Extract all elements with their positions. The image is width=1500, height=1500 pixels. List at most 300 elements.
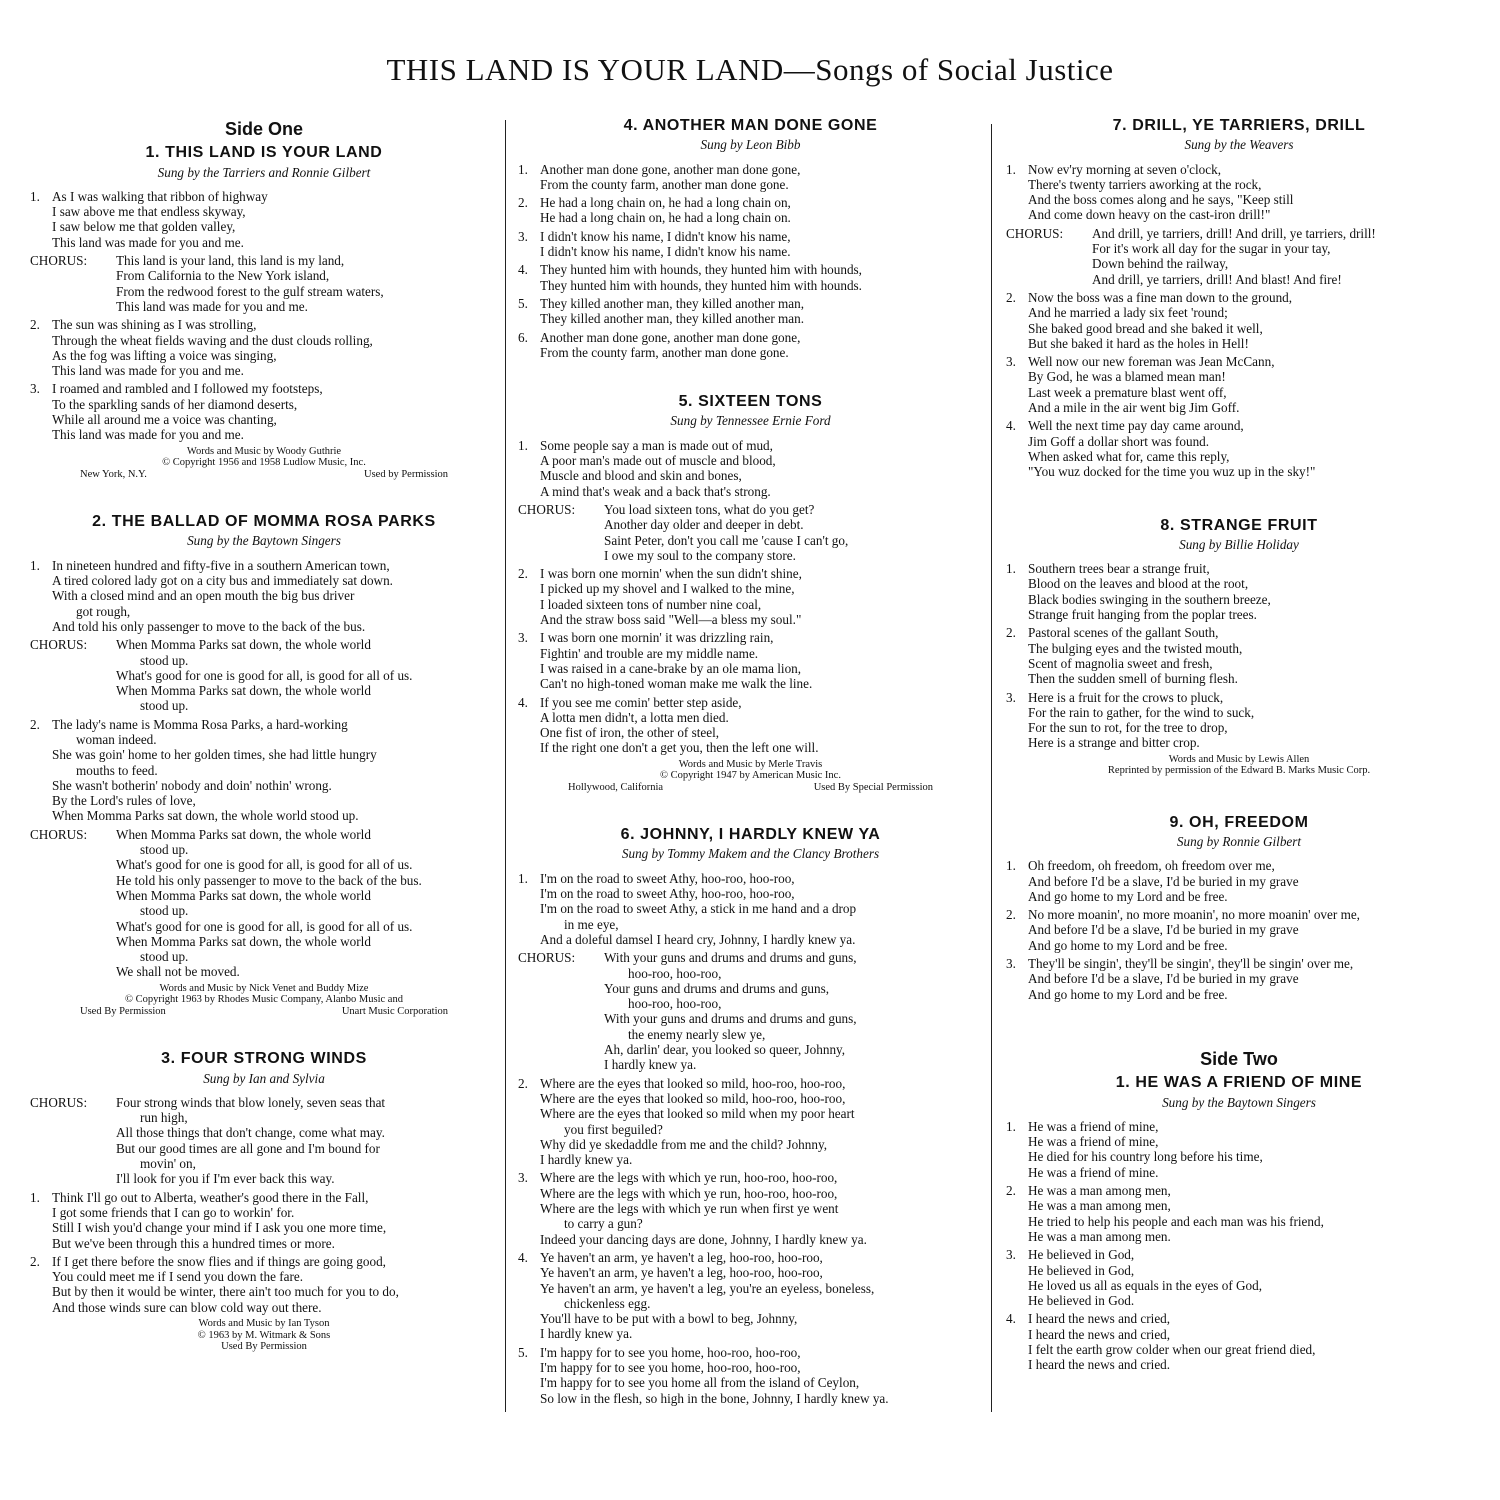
credit-text: Words and Music by Merle Travis — [678, 758, 823, 770]
song-title: 9. OH, FREEDOM — [1169, 813, 1309, 831]
stanza-label: 2. — [518, 566, 528, 582]
lyric-line: Where are the legs with which ye run, hoo-roo, hoo-roo, — [540, 1170, 838, 1186]
lyric-line: And go home to my Lord and be free. — [1028, 888, 1228, 904]
lyric-line: What's good for one is good for all, is good for all of us. — [116, 918, 413, 934]
stanza-lines — [604, 950, 983, 1072]
lyric-line: I was born one mornin' when the sun didn't shine, — [540, 566, 802, 582]
lyric-line: But we've been through this a hundred times or more. — [52, 1235, 335, 1251]
lyric-line: He was a man among men, — [1028, 1183, 1171, 1199]
lyric-line: A poor man's made out of muscle and blood, — [540, 453, 776, 469]
lyric-line: I loaded sixteen tons of number nine coal, — [540, 596, 762, 612]
verse — [30, 317, 498, 378]
chorus — [30, 827, 498, 980]
lyric-line: mouths to feed. — [76, 762, 158, 778]
lyric-line: Through the wheat fields waving and the dust clouds rolling, — [52, 332, 373, 348]
credit-line — [518, 782, 983, 794]
lyric-line: I hardly knew ya. — [604, 1057, 697, 1073]
stanza-label: CHORUS: — [518, 950, 576, 966]
verse — [1006, 858, 1472, 904]
verse — [518, 1250, 983, 1342]
lyric-line: I picked up my shovel and I walked to the mine, — [540, 581, 795, 597]
lyric-line: They killed another man, they killed another man. — [540, 311, 805, 327]
credit-line — [30, 994, 498, 1006]
lyric-line: When Momma Parks sat down, the whole world — [116, 637, 371, 653]
verse — [518, 1076, 983, 1168]
stanza-lines — [52, 1190, 498, 1251]
lyric-line: She was goin' home to her golden times, she had little hungry — [52, 747, 377, 763]
stanza-label: 3. — [1006, 956, 1016, 972]
credit-line — [30, 1318, 498, 1330]
stanza-lines — [116, 827, 498, 980]
lyric-line: And told his only passenger to move to the back of the bus. — [52, 618, 366, 634]
lyric-line: hoo-roo, hoo-roo, — [628, 965, 722, 981]
stanza-label: CHORUS: — [30, 826, 88, 842]
lyric-line: I'm on the road to sweet Athy, a stick in me hand and a drop — [540, 901, 857, 917]
stanza-lines — [1028, 858, 1472, 904]
stanza-label: CHORUS: — [518, 501, 576, 517]
lyric-line: No more moanin', no more moanin', no more moanin' over me, — [1028, 907, 1360, 923]
stanza-lines — [1028, 1247, 1472, 1308]
verse — [518, 630, 983, 691]
lyric-line: This land was made for you and me. — [52, 363, 244, 379]
lyric-line: I'm on the road to sweet Athy, hoo-roo, hoo-roo, — [540, 886, 795, 902]
lyric-line: Where are the eyes that looked so mild, hoo-roo, hoo-roo, — [540, 1090, 846, 1106]
side-heading: Side Two — [1200, 1048, 1278, 1069]
credit-line — [30, 1341, 498, 1353]
lyric-line: Where are the legs with which ye run, hoo-roo, hoo-roo, — [540, 1185, 838, 1201]
verse — [30, 1254, 498, 1315]
stanza-label: 2. — [518, 195, 528, 211]
song-singer: Sung by Ian and Sylvia — [203, 1070, 325, 1086]
verse — [1006, 354, 1472, 415]
lyric-line: the enemy nearly slew ye, — [628, 1026, 766, 1042]
song-credits — [1006, 754, 1472, 777]
credit-text: © Copyright 1956 and 1958 Ludlow Music, Inc. — [162, 457, 366, 469]
lyric-line: Ye haven't an arm, ye haven't a leg, hoo-roo, hoo-roo, — [540, 1249, 823, 1265]
stanza-label: 5. — [518, 295, 528, 311]
lyric-line: With a closed mind and an open mouth the big bus driver — [52, 588, 355, 604]
lyric-line: And he married a lady six feet 'round; — [1028, 305, 1228, 321]
lyric-line: I heard the news and cried. — [1028, 1357, 1171, 1373]
stanza-label: CHORUS: — [1006, 225, 1064, 241]
lyric-line: This land was made for you and me. — [52, 234, 244, 250]
lyric-line: By God, he was a blamed mean man! — [1028, 369, 1226, 385]
verse — [518, 262, 983, 293]
lyric-line: You'll have to be put with a bowl to beg, Johnny, — [540, 1311, 798, 1327]
lyric-line: As the fog was lifting a voice was singing, — [52, 347, 277, 363]
lyric-line: Blood on the leaves and blood at the root, — [1028, 576, 1249, 592]
lyric-line: Four strong winds that blow lonely, seven seas that — [116, 1094, 386, 1110]
chorus — [30, 1095, 498, 1187]
verse — [1006, 625, 1472, 686]
lyric-line: You load sixteen tons, what do you get? — [604, 501, 815, 517]
lyric-line: From the county farm, another man done gone. — [540, 176, 789, 192]
credit-text: Words and Music by Lewis Allen — [1168, 753, 1310, 765]
verse — [30, 717, 498, 824]
stanza-label: CHORUS: — [30, 253, 88, 269]
stanza-label: 2. — [1006, 907, 1016, 923]
stanza-label: 3. — [518, 1170, 528, 1186]
song-title: 1. THIS LAND IS YOUR LAND — [145, 144, 383, 162]
lyric-line: But our good times are all gone and I'm bound for — [116, 1140, 380, 1156]
stanza-label: 4. — [1006, 418, 1016, 434]
lyric-line: Another man done gone, another man done gone, — [540, 161, 801, 177]
verse — [30, 189, 498, 250]
lyric-line: Pastoral scenes of the gallant South, — [1028, 625, 1219, 641]
lyric-line: stood up. — [140, 842, 189, 858]
song-title: 3. FOUR STRONG WINDS — [161, 1050, 367, 1068]
lyric-line: Down behind the railway, — [1092, 256, 1229, 272]
credit-text: © 1963 by M. Witmark & Sons — [197, 1329, 331, 1341]
lyric-line: And come down heavy on the cast-iron drill!" — [1028, 207, 1271, 223]
song-block — [30, 1051, 498, 1352]
song-credits — [30, 983, 498, 1018]
stanza-lines — [540, 330, 983, 361]
lyric-line: He had a long chain on, he had a long chain on. — [540, 210, 791, 226]
lyric-line: When asked what for, came this reply, — [1028, 448, 1230, 464]
lyric-line: He tried to help his people and each man was his friend, — [1028, 1213, 1324, 1229]
credit-line — [30, 469, 498, 481]
credit-line — [30, 446, 498, 458]
side-heading: Side One — [224, 119, 304, 139]
stanza-lines — [1092, 226, 1472, 287]
lyric-line: And drill, ye tarriers, drill! And blast! And fire! — [1092, 271, 1342, 287]
credit-text: Used By Permission — [80, 1005, 166, 1017]
stanza-lines — [52, 558, 498, 634]
lyric-line: "You wuz docked for the time you wuz up in the sky!" — [1028, 464, 1316, 480]
stanza-label: 2. — [1006, 289, 1016, 305]
lyric-line: Here is a fruit for the crows to pluck, — [1028, 689, 1224, 705]
lyric-line: And those winds sure can blow cold way out there. — [52, 1299, 322, 1315]
lyrics-column-right — [1006, 118, 1472, 1411]
stanza-lines — [540, 162, 983, 193]
lyric-line: I'm on the road to sweet Athy, hoo-roo, hoo-roo, — [540, 870, 795, 886]
stanza-label: 1. — [30, 557, 40, 573]
lyric-line: I'm happy for to see you home, hoo-roo, hoo-roo, — [540, 1344, 801, 1360]
stanza-lines — [540, 695, 983, 756]
stanza-lines — [1028, 418, 1472, 479]
lyric-line: When Momma Parks sat down, the whole world — [116, 933, 371, 949]
song-block — [518, 394, 983, 793]
credit-line — [30, 457, 498, 469]
lyric-line: One fist of iron, the other of steel, — [540, 725, 720, 741]
lyric-line: I saw above me that endless skyway, — [52, 204, 246, 220]
stanza-label: 1. — [1006, 561, 1016, 577]
lyric-line: He died for his country long before his time, — [1028, 1149, 1263, 1165]
song-title: 6. JOHNNY, I HARDLY KNEW YA — [620, 826, 881, 844]
credit-text: © Copyright 1947 by American Music Inc. — [660, 770, 841, 782]
chorus — [518, 950, 983, 1072]
column-divider-left — [505, 120, 506, 1412]
lyric-line: stood up. — [140, 698, 189, 714]
lyric-line: With your guns and drums and drums and guns, — [604, 950, 857, 966]
stanza-lines — [52, 189, 498, 250]
lyric-line: And before I'd be a slave, I'd be buried in my grave — [1028, 922, 1299, 938]
stanza-label: 2. — [518, 1075, 528, 1091]
stanza-label: 2. — [30, 317, 40, 333]
stanza-label: 1. — [1006, 1118, 1016, 1134]
stanza-lines — [116, 253, 498, 314]
lyric-line: From California to the New York island, — [116, 268, 330, 284]
lyric-line: He believed in God, — [1028, 1262, 1135, 1278]
lyric-line: A tired colored lady got on a city bus and immediately sat down. — [52, 573, 393, 589]
song-title: 7. DRILL, YE TARRIERS, DRILL — [1112, 117, 1366, 134]
stanza-label: CHORUS: — [30, 1094, 88, 1110]
lyric-line: run high, — [140, 1110, 188, 1126]
verse — [1006, 1247, 1472, 1308]
lyric-line: He was a friend of mine, — [1028, 1118, 1159, 1134]
credit-text: © Copyright 1963 by Rhodes Music Company, Alanbo Music and — [125, 994, 403, 1006]
stanza-lines — [1028, 625, 1472, 686]
lyric-line: I got some friends that I can go to workin' for. — [52, 1204, 295, 1220]
verse — [1006, 1311, 1472, 1372]
lyric-line: She baked good bread and she baked it well, — [1028, 320, 1263, 336]
lyric-line: He had a long chain on, he had a long chain on, — [540, 195, 791, 211]
song-singer: Sung by the Weavers — [1184, 137, 1294, 153]
lyric-line: Another man done gone, another man done gone, — [540, 329, 801, 345]
lyric-line: They hunted him with hounds, they hunted him with hounds, — [540, 262, 862, 278]
lyric-line: If the right one don't a get you, then the left one will. — [540, 740, 819, 756]
stanza-lines — [540, 438, 983, 499]
lyric-line: He was a man among men, — [1028, 1198, 1171, 1214]
song-singer: Sung by Leon Bibb — [700, 137, 801, 153]
lyric-line: A lotta men didn't, a lotta men died. — [540, 709, 729, 725]
lyric-line: Why did ye skedaddle from me and the child? Johnny, — [540, 1136, 827, 1152]
lyric-line: For it's work all day for the sugar in your tay, — [1092, 241, 1331, 257]
lyric-line: He believed in God. — [1028, 1293, 1135, 1309]
stanza-lines — [540, 1170, 983, 1246]
lyric-line: Ah, darlin' dear, you looked so queer, Johnny, — [604, 1042, 846, 1058]
lyric-line: They killed another man, they killed another man, — [540, 295, 805, 311]
lyric-line: Where are the eyes that looked so mild, hoo-roo, hoo-roo, — [540, 1075, 846, 1091]
stanza-label: 1. — [1006, 161, 1016, 177]
lyric-line: A mind that's weak and a back that's strong. — [540, 483, 771, 499]
lyric-line: Southern trees bear a strange fruit, — [1028, 561, 1210, 577]
credit-text: Used by Permission — [364, 468, 448, 480]
lyric-line: Can't no high-toned woman make me walk the line. — [540, 676, 813, 692]
stanza-lines — [1028, 907, 1472, 953]
lyric-line: movin' on, — [140, 1156, 196, 1172]
credit-line — [30, 1006, 498, 1018]
song-singer: Sung by the Baytown Singers — [187, 533, 341, 549]
song-block — [30, 119, 498, 480]
lyric-line: He was a man among men. — [1028, 1228, 1171, 1244]
song-singer: Sung by Tennessee Ernie Ford — [670, 413, 831, 429]
page-title: THIS LAND IS YOUR LAND—Songs of Social Justice — [386, 52, 1114, 87]
lyric-line: She wasn't botherin' nobody and doin' nothin' wrong. — [52, 777, 332, 793]
verse — [1006, 956, 1472, 1002]
lyric-line: Strange fruit hanging from the poplar trees. — [1028, 607, 1257, 623]
credit-line — [1006, 765, 1472, 777]
credit-text: Unart Music Corporation — [341, 1005, 448, 1017]
stanza-lines — [1028, 690, 1472, 751]
lyric-line: When Momma Parks sat down, the whole world — [116, 826, 371, 842]
lyric-line: Indeed your dancing days are done, Johnny, I hardly knew ya. — [540, 1231, 867, 1247]
song-singer: Sung by Tommy Makem and the Clancy Brothers — [621, 846, 880, 862]
lyric-line: I felt the earth grow colder when our great friend died, — [1028, 1342, 1316, 1357]
stanza-label: 4. — [518, 262, 528, 278]
lyric-line: The bulging eyes and the twisted mouth, — [1028, 640, 1243, 656]
stanza-lines — [1028, 290, 1472, 351]
stanza-lines — [1028, 561, 1472, 622]
lyric-line: I didn't know his name, I didn't know his name. — [540, 244, 791, 260]
lyric-line: I'm happy for to see you home all from the island of Ceylon, — [540, 1375, 860, 1391]
credit-text: Words and Music by Woody Guthrie — [186, 445, 342, 457]
verse — [518, 195, 983, 226]
stanza-label: 2. — [1006, 1183, 1016, 1199]
lyric-line: This land is your land, this land is my land, — [116, 253, 345, 269]
verse — [518, 566, 983, 627]
lyric-line: The lady's name is Momma Rosa Parks, a hard-working — [52, 716, 348, 732]
lyric-line: You could meet me if I send you down the fare. — [52, 1269, 303, 1285]
verse — [30, 381, 498, 442]
lyric-line: For the sun to rot, for the tree to drop, — [1028, 720, 1228, 736]
lyric-line: With your guns and drums and drums and guns, — [604, 1011, 857, 1027]
verse — [518, 1345, 983, 1406]
lyric-line: For the rain to gather, for the wind to suck, — [1028, 704, 1255, 720]
chorus — [518, 502, 983, 563]
lyric-line: As I was walking that ribbon of highway — [52, 188, 268, 204]
credit-text: New York, N.Y. — [80, 468, 147, 480]
stanza-label: 5. — [518, 1344, 528, 1360]
lyric-line: And a doleful damsel I heard cry, Johnny, I hardly knew ya. — [540, 931, 856, 947]
credit-line — [30, 1330, 498, 1342]
verse — [1006, 1183, 1472, 1244]
lyric-line: But she baked it hard as the holes in Hell! — [1028, 335, 1249, 351]
credit-line — [1006, 754, 1472, 766]
stanza-lines — [1028, 956, 1472, 1002]
lyric-line: hoo-roo, hoo-roo, — [628, 996, 722, 1012]
song-title: 8. STRANGE FRUIT — [1160, 516, 1318, 534]
lyrics-column-left — [30, 118, 498, 1387]
song-title: 4. ANOTHER MAN DONE GONE — [623, 117, 878, 134]
lyric-line: Think I'll go out to Alberta, weather's good there in the Fall, — [52, 1189, 369, 1205]
lyric-line: Fightin' and trouble are my middle name. — [540, 645, 759, 661]
stanza-lines — [540, 1345, 983, 1406]
stanza-lines — [52, 717, 498, 824]
song-block — [1006, 118, 1472, 480]
lyric-line: He told his only passenger to move to the back of the bus. — [116, 872, 422, 888]
credit-text: Used By Special Permission — [813, 781, 933, 793]
stanza-lines — [1028, 354, 1472, 415]
lyric-line: And the straw boss said "Well—a bless my soul." — [540, 612, 802, 628]
chorus — [1006, 226, 1472, 287]
lyric-line: Last week a premature blast went off, — [1028, 384, 1227, 400]
lyric-line: woman indeed. — [76, 732, 157, 747]
lyric-line: All those things that don't change, come what may. — [116, 1125, 385, 1141]
stanza-label: 1. — [518, 161, 528, 177]
lyric-line: Scent of magnolia sweet and fresh, — [1028, 655, 1213, 671]
song-singer: Sung by the Baytown Singers — [1162, 1094, 1316, 1110]
lyric-line: I heard the news and cried, — [1028, 1311, 1171, 1327]
stanza-label: 4. — [518, 694, 528, 710]
song-block — [1006, 815, 1472, 1002]
song-credits — [30, 1318, 498, 1353]
lyric-line: I was born one mornin' it was drizzling rain, — [540, 630, 774, 646]
lyric-line: Here is a strange and bitter crop. — [1028, 735, 1200, 751]
lyric-line: We shall not be moved. — [116, 964, 240, 980]
lyric-line: They'll be singin', they'll be singin', they'll be singin' over me, — [1028, 956, 1354, 972]
lyric-line: Now ev'ry morning at seven o'clock, — [1028, 161, 1221, 177]
stanza-label: 2. — [30, 716, 40, 732]
lyric-line: If I get there before the snow flies and if things are going good, — [52, 1253, 386, 1269]
verse — [1006, 1119, 1472, 1180]
lyric-line: I'm happy for to see you home, hoo-roo, hoo-roo, — [540, 1359, 801, 1375]
stanza-label: 1. — [30, 188, 40, 204]
stanza-lines — [540, 871, 983, 947]
lyric-line: Your guns and drums and drums and guns, — [604, 980, 830, 996]
chorus — [30, 637, 498, 713]
lyric-line: What's good for one is good for all, is good for all of us. — [116, 667, 413, 683]
lyric-line: Well the next time pay day came around, — [1028, 418, 1244, 434]
stanza-lines — [52, 317, 498, 378]
lyric-line: This land was made for you and me. — [52, 427, 244, 443]
credit-text: Used By Permission — [221, 1341, 307, 1352]
lyric-line: From the county farm, another man done gone. — [540, 344, 789, 360]
song-singer: Sung by Ronnie Gilbert — [1176, 833, 1302, 849]
stanza-lines — [52, 381, 498, 442]
stanza-lines — [116, 1095, 498, 1187]
lyric-line: When Momma Parks sat down, the whole world — [116, 683, 371, 699]
stanza-lines — [540, 262, 983, 293]
lyric-line: When Momma Parks sat down, the whole world stood up. — [52, 808, 359, 824]
lyric-line: And before I'd be a slave, I'd be buried in my grave — [1028, 971, 1299, 987]
verse — [518, 229, 983, 260]
lyric-line: I was raised in a cane-brake by an ole mama lion, — [540, 660, 802, 676]
lyric-line: Muscle and blood and skin and bones, — [540, 468, 742, 484]
lyric-line: Ye haven't an arm, ye haven't a leg, hoo-roo, hoo-roo, — [540, 1265, 823, 1281]
lyric-line: got rough, — [76, 603, 131, 619]
stanza-lines — [540, 229, 983, 260]
lyric-line: stood up. — [140, 652, 189, 668]
credit-text: Reprinted by permission of the Edward B. Marks Music Corp. — [1107, 765, 1371, 777]
lyric-line: stood up. — [140, 903, 189, 919]
stanza-lines — [540, 1250, 983, 1342]
credit-line — [30, 983, 498, 995]
song-credits — [518, 759, 983, 794]
stanza-label: 1. — [518, 870, 528, 886]
song-title: 1. HE WAS A FRIEND OF MINE — [1115, 1074, 1363, 1092]
lyric-line: Jim Goff a dollar short was found. — [1028, 433, 1210, 449]
verse — [1006, 690, 1472, 751]
stanza-lines — [540, 566, 983, 627]
lyric-line: If you see me comin' better step aside, — [540, 694, 742, 710]
stanza-label: 3. — [518, 228, 528, 244]
lyrics-column-middle — [518, 118, 983, 1440]
lyric-line: stood up. — [140, 949, 189, 965]
lyric-line: I roamed and rambled and I followed my footsteps, — [52, 381, 323, 397]
lyric-line: Ye haven't an arm, ye haven't a leg, you're an eyeless, boneless, — [540, 1280, 875, 1296]
verse — [518, 162, 983, 193]
lyric-line: Now the boss was a fine man down to the ground, — [1028, 289, 1293, 305]
lyric-line: And drill, ye tarriers, drill! And drill, ye tarriers, drill! — [1092, 225, 1376, 241]
credit-text: Hollywood, California — [568, 781, 664, 793]
stanza-lines — [1028, 1183, 1472, 1244]
stanza-label: 4. — [518, 1249, 528, 1265]
verse — [518, 695, 983, 756]
lyric-line: Saint Peter, don't you call me 'cause I can't go, — [604, 532, 849, 548]
verse — [518, 330, 983, 361]
stanza-lines — [540, 195, 983, 226]
stanza-lines — [1028, 1311, 1472, 1372]
song-title: 5. SIXTEEN TONS — [678, 393, 823, 411]
verse — [1006, 907, 1472, 953]
verse — [518, 871, 983, 947]
song-block — [1006, 1048, 1472, 1373]
lyric-line: Where are the eyes that looked so mild when my poor heart — [540, 1106, 855, 1122]
stanza-lines — [1028, 162, 1472, 223]
lyric-line: Another day older and deeper in debt. — [604, 517, 804, 533]
